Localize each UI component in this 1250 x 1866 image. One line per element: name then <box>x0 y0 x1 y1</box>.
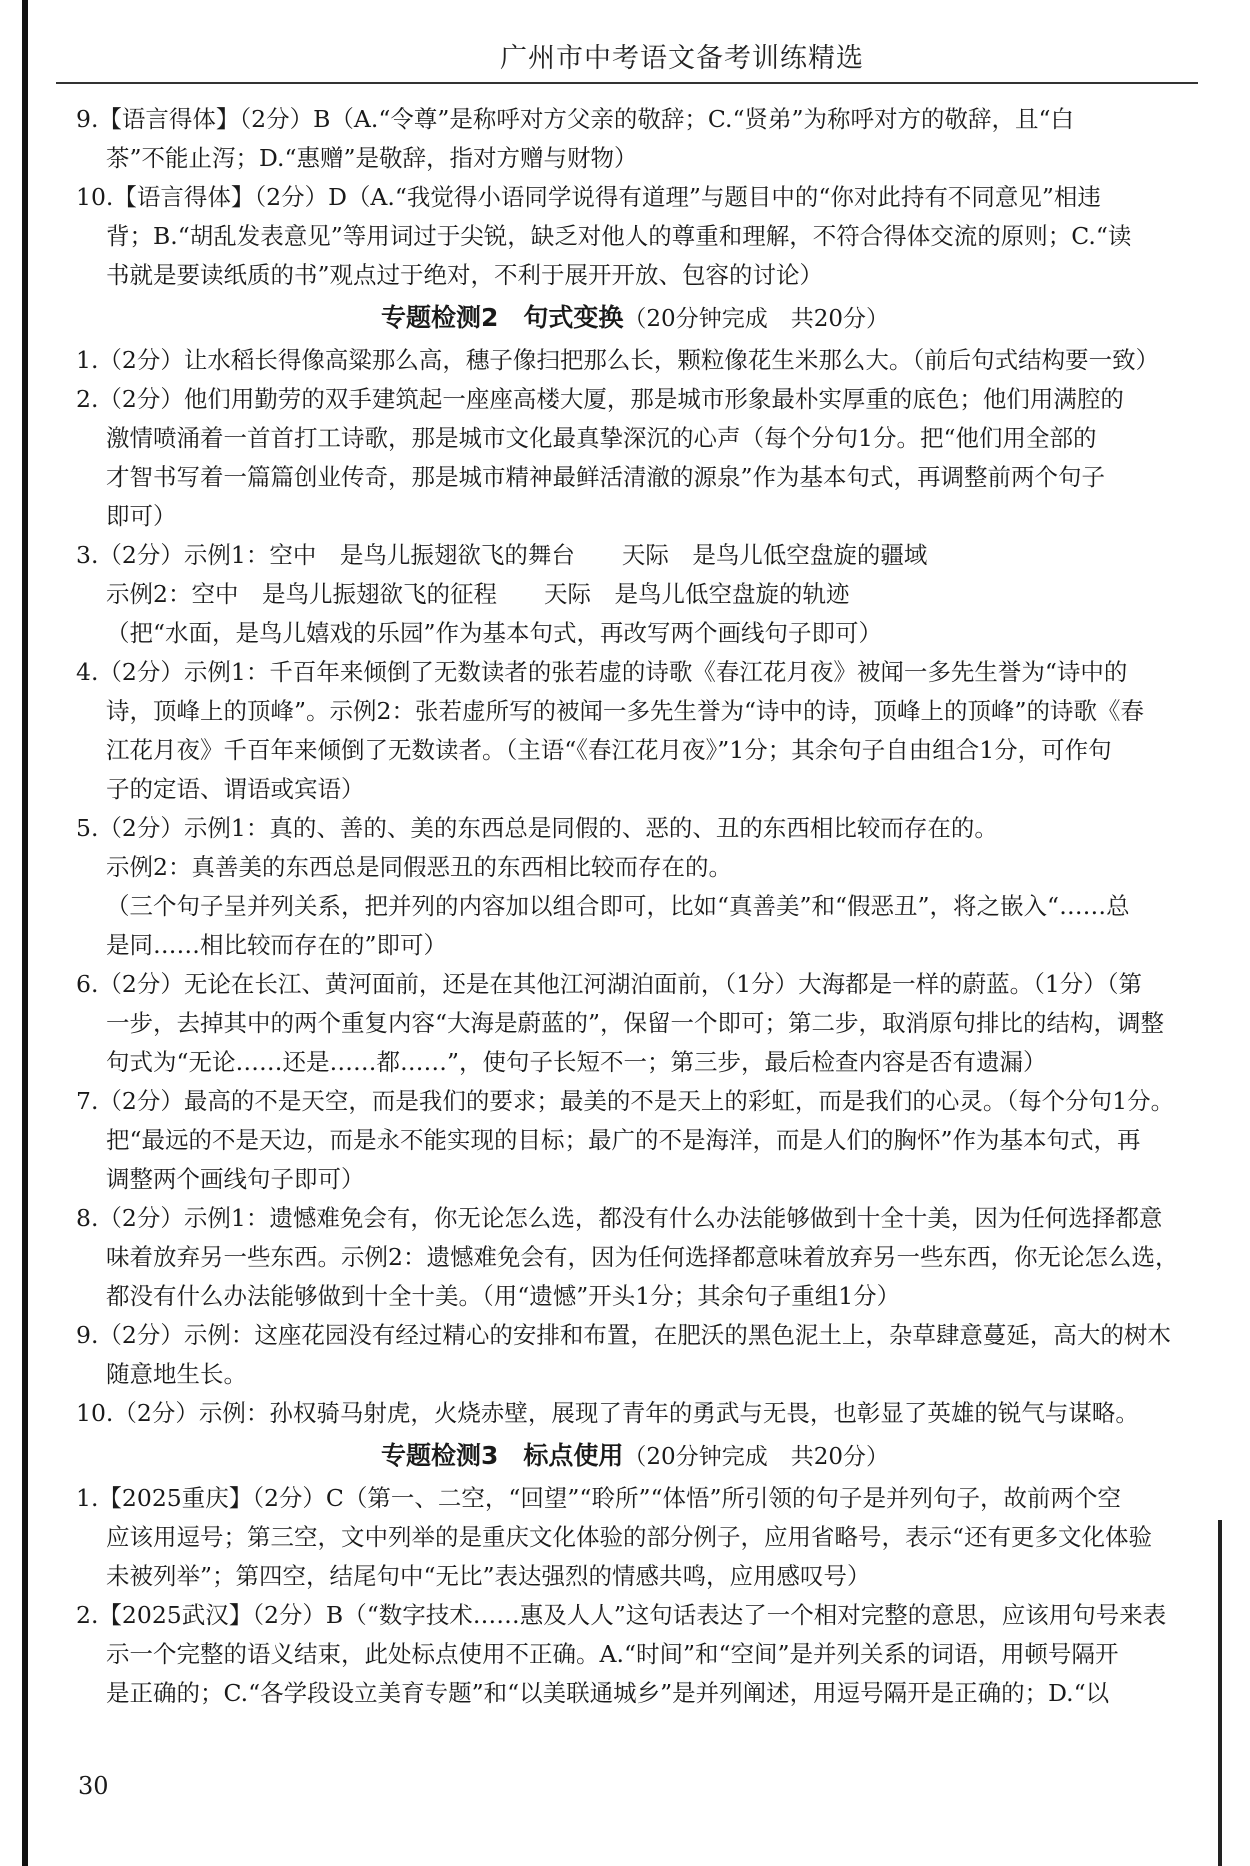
answer-line: 都没有什么办法能够做到十全十美。（用“遗憾”开头1分；其余句子重组1分） <box>106 1282 901 1310</box>
answer-line: 江花月夜》千百年来倾倒了无数读者。（主语“《春江花月夜》”1分；其余句子自由组合1分，可作句 <box>106 736 1112 764</box>
answer-line: 激情喷涌着一首首打工诗歌，那是城市文化最真挚深沉的心声（每个分句1分。把“他们用全部的 <box>106 424 1097 452</box>
page-number: 30 <box>78 1772 109 1800</box>
answer-line: 把“最远的不是天边，而是永不能实现的目标；最广的不是海洋，而是人们的胸怀”作为基本句式，再 <box>106 1126 1141 1154</box>
answer-line: 句式为“无论……还是……都……”，使句子长短不一；第三步，最后检查内容是否有遗漏） <box>106 1048 1047 1076</box>
answer-line: 随意地生长。 <box>106 1360 247 1388</box>
answer-line: 未被列举”；第四空，结尾句中“无比”表达强烈的情感共鸣，应用感叹号） <box>106 1562 871 1590</box>
answer-line: （三个句子呈并列关系，把并列的内容加以组合即可，比如“真善美”和“假恶丑”，将之嵌入“……总 <box>106 892 1130 920</box>
section2-body <box>76 341 1194 1433</box>
answer-line: 5.（2分）示例1：真的、善的、美的东西总是同假的、恶的、丑的东西相比较而存在的。 <box>76 814 998 842</box>
header-title: 广州市中考语文备考训练精选 <box>500 43 864 74</box>
page-header <box>56 36 1198 84</box>
page-content <box>76 100 1194 1713</box>
section1-tail <box>76 100 1194 295</box>
scan-edge <box>1218 1520 1222 1866</box>
section-title-note: （20分钟完成 共20分） <box>623 1444 889 1470</box>
answer-line: 8.（2分）示例1：遗憾难免会有，你无论怎么选，都没有什么办法能够做到十全十美，因为任何选择都意 <box>76 1204 1163 1232</box>
answer-line: 1.（2分）让水稻长得像高粱那么高，穗子像扫把那么长，颗粒像花生米那么大。（前后句式结构要一致） <box>76 346 1160 374</box>
text-line: 9.【语言得体】（2分）B（A.“令尊”是称呼对方父亲的敬辞；C.“贤弟”为称呼对方的敬辞，且“白 <box>76 105 1075 133</box>
answer-line: 7.（2分）最高的不是天空，而是我们的要求；最美的不是天上的彩虹，而是我们的心灵。（每个分句1分。 <box>76 1087 1175 1115</box>
answer-line: 是正确的；C.“各学段设立美育专题”和“以美联通城乡”是并列阐述，用逗号隔开是正确的；D.“以 <box>106 1679 1110 1707</box>
answer-line: 2.（2分）他们用勤劳的双手建筑起一座座高楼大厦，那是城市形象最朴实厚重的底色；他们用满腔的 <box>76 385 1124 413</box>
answer-line: 9.（2分）示例：这座花园没有经过精心的安排和布置，在肥沃的黑色泥土上，杂草肆意蔓延，高大的树木 <box>76 1321 1171 1349</box>
answer-line: 味着放弃另一些东西。示例2：遗憾难免会有，因为任何选择都意味着放弃另一些东西，你无论怎么选， <box>106 1243 1179 1271</box>
section3-body <box>76 1479 1194 1713</box>
text-line: 书就是要读纸质的书”观点过于绝对，不利于展开开放、包容的讨论） <box>106 261 824 289</box>
answer-line: 调整两个画线句子即可） <box>106 1165 365 1193</box>
answer-line: 3.（2分）示例1：空中 是鸟儿振翅欲飞的舞台 天际 是鸟儿低空盘旋的疆域 <box>76 541 928 569</box>
scan-edge <box>22 0 28 1866</box>
answer-line: 才智书写着一篇篇创业传奇，那是城市精神最鲜活清澈的源泉”作为基本句式，再调整前两个句子 <box>106 463 1106 491</box>
answer-line: 示例2：空中 是鸟儿振翅欲飞的征程 天际 是鸟儿低空盘旋的轨迹 <box>106 580 850 608</box>
answer-line: 即可） <box>106 502 177 530</box>
answer-line: 子的定语、谓语或宾语） <box>106 775 365 803</box>
answer-line: （把“水面，是鸟儿嬉戏的乐园”作为基本句式，再改写两个画线句子即可） <box>106 619 883 647</box>
section-title-text: 专题检测3 标点使用 <box>381 1441 624 1470</box>
answer-line: 10.（2分）示例：孙权骑马射虎，火烧赤壁，展现了青年的勇武与无畏，也彰显了英雄的锐气与谋略。 <box>76 1399 1139 1427</box>
section-title <box>76 1433 1194 1479</box>
text-line: 背；B.“胡乱发表意见”等用词过于尖锐，缺乏对他人的尊重和理解，不符合得体交流的原则；C.“读 <box>106 222 1132 250</box>
section-title-note: （20分钟完成 共20分） <box>623 306 889 332</box>
answer-line: 6.（2分）无论在长江、黄河面前，还是在其他江河湖泊面前，（1分）大海都是一样的蔚蓝。（1分）（第 <box>76 970 1143 998</box>
section-title <box>76 295 1194 341</box>
answer-line: 2.【2025武汉】（2分）B（“数字技术……惠及人人”这句话表达了一个相对完整的意思，应该用句号来表 <box>76 1601 1167 1629</box>
section-title-text: 专题检测2 句式变换 <box>381 303 624 332</box>
text-line: 10.【语言得体】（2分）D（A.“我觉得小语同学说得有道理”与题目中的“你对此持有不同意见”相违 <box>76 183 1101 211</box>
answer-line: 应该用逗号；第三空，文中列举的是重庆文化体验的部分例子，应用省略号，表示“还有更多文化体验 <box>106 1523 1153 1551</box>
answer-line: 一步，去掉其中的两个重复内容“大海是蔚蓝的”，保留一个即可；第二步，取消原句排比的结构，调整 <box>106 1009 1165 1037</box>
answer-line: 4.（2分）示例1：千百年来倾倒了无数读者的张若虚的诗歌《春江花月夜》被闻一多先生誉为“诗中的 <box>76 658 1128 686</box>
answer-line: 示一个完整的语义结束，此处标点使用不正确。A.“时间”和“空间”是并列关系的词语，用顿号隔开 <box>106 1640 1119 1668</box>
answer-line: 示例2：真善美的东西总是同假恶丑的东西相比较而存在的。 <box>106 853 732 881</box>
text-line: 茶”不能止泻；D.“惠赠”是敬辞，指对方赠与财物） <box>106 144 638 172</box>
answer-line: 1.【2025重庆】（2分）C（第一、二空，“回望”“聆所”“体悟”所引领的句子是并列句子，故前两个空 <box>76 1484 1121 1512</box>
answer-line: 是同……相比较而存在的”即可） <box>106 931 448 959</box>
answer-line: 诗，顶峰上的顶峰”。示例2：张若虚所写的被闻一多先生誉为“诗中的诗，顶峰上的顶峰”的诗歌《春 <box>106 697 1144 725</box>
